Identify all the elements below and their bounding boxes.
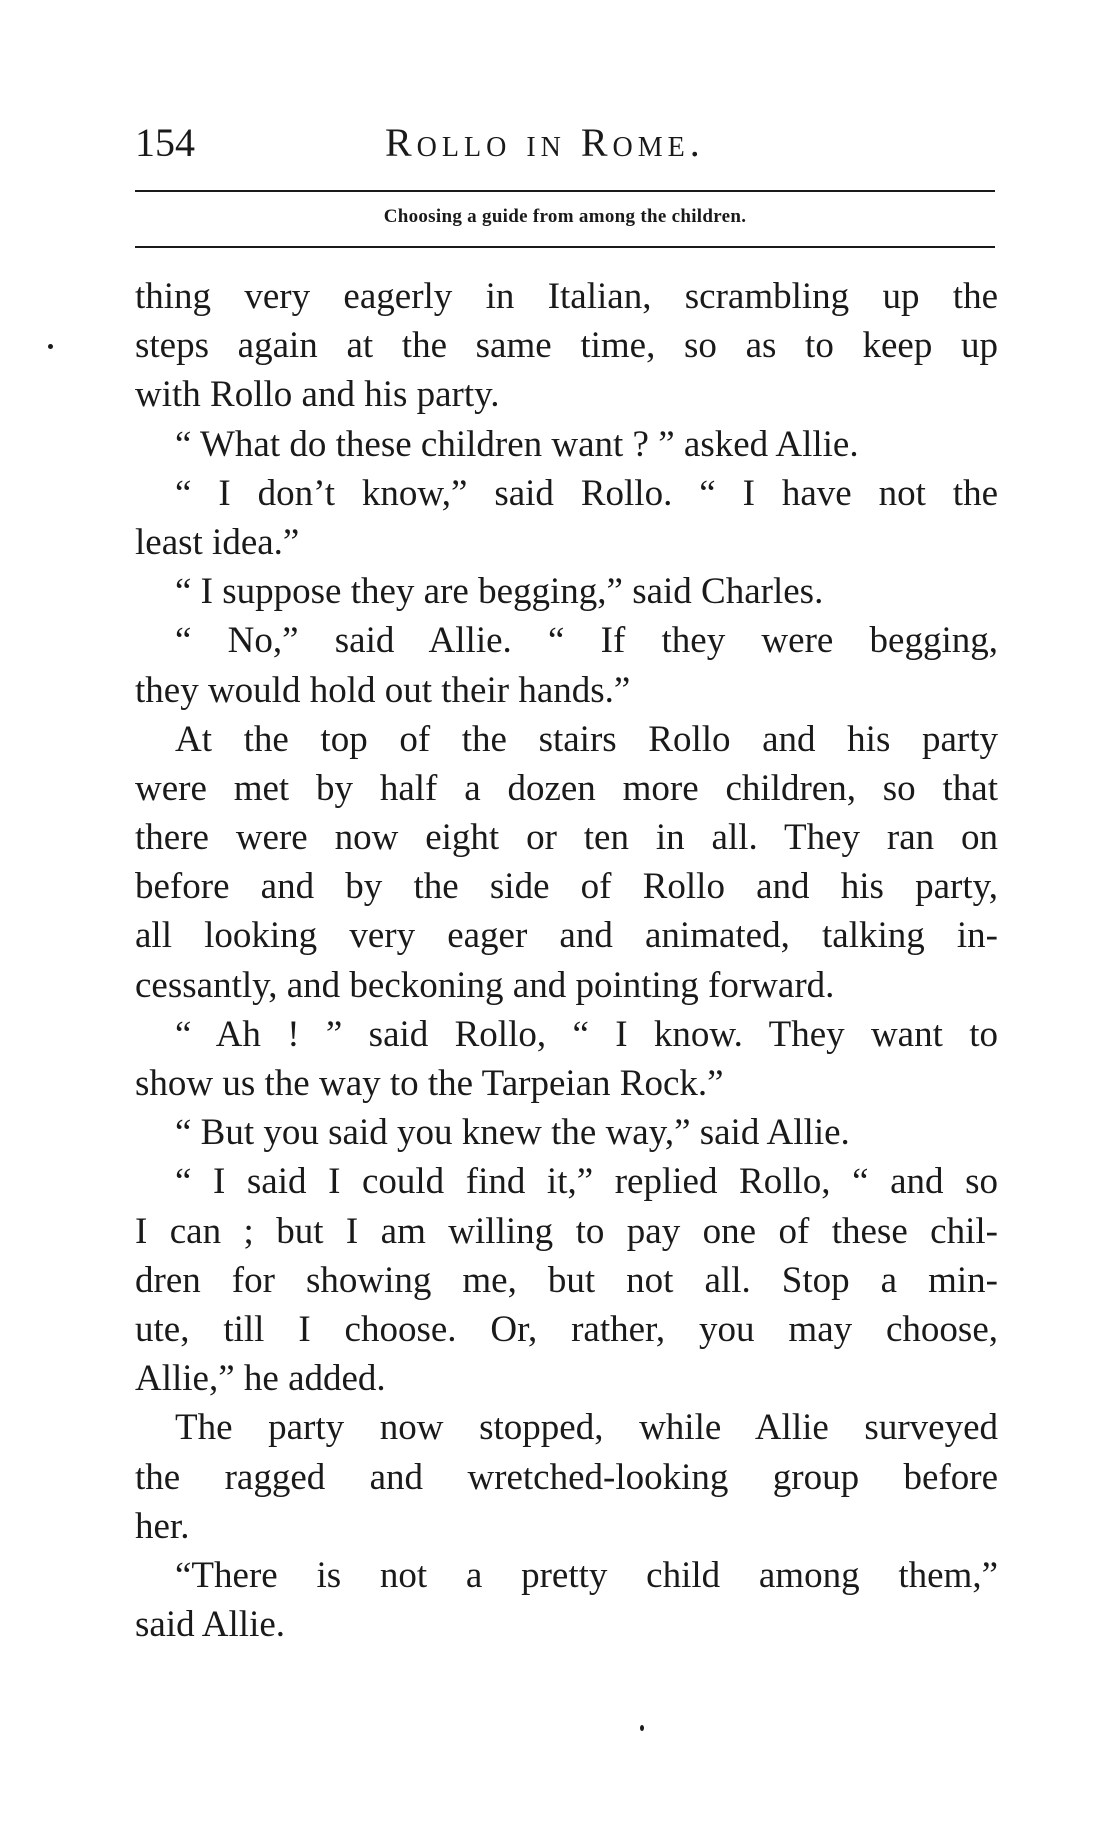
text-line: ute, till I choose. Or, rather, you may choose,: [135, 1308, 998, 1350]
text-line: “ What do these children want ? ” asked Allie.: [175, 423, 859, 465]
text-line: least idea.”: [135, 521, 300, 563]
text-line: all looking very eager and animated, talking in-: [135, 915, 998, 957]
text-line: “There is not a pretty child among them,”: [175, 1554, 998, 1596]
text-line: “ I suppose they are begging,” said Charles.: [175, 571, 824, 613]
text-line: I can ; but I am willing to pay one of these chil-: [135, 1210, 998, 1252]
text-line: dren for showing me, but not all. Stop a min-: [135, 1259, 998, 1301]
text-line: Allie,” he added.: [135, 1358, 386, 1400]
text-line: “ I don’t know,” said Rollo. “ I have not the: [175, 472, 998, 514]
text-line: thing very eagerly in Italian, scrambling up the: [135, 276, 998, 317]
book-title: Rollo in Rome.: [385, 120, 705, 165]
text-line: there were now eight or ten in all. They ran on: [135, 817, 998, 859]
chapter-subheading: Choosing a guide from among the children.: [383, 206, 747, 227]
text-line: cessantly, and beckoning and pointing forward.: [135, 964, 835, 1006]
page-number: 154: [135, 120, 195, 165]
text-line: “ I said I could find it,” replied Rollo, “ and so: [175, 1161, 998, 1203]
text-line: were met by half a dozen more children, so that: [135, 767, 998, 809]
header-rule-bottom: [135, 246, 995, 248]
running-head: [135, 118, 995, 178]
header-rule-top: [135, 190, 995, 192]
body-text: [135, 272, 998, 1649]
text-line: At the top of the stairs Rollo and his party: [175, 718, 998, 760]
text-line: The party now stopped, while Allie surveyed: [175, 1407, 998, 1449]
text-line: her.: [135, 1505, 190, 1547]
text-line: “ Ah ! ” said Rollo, “ I know. They want to: [175, 1013, 998, 1055]
ink-speck: [640, 1725, 644, 1731]
ink-speck: [48, 344, 53, 349]
text-line: the ragged and wretched-looking group before: [135, 1456, 998, 1498]
text-line: steps again at the same time, so as to keep up: [135, 325, 998, 367]
text-line: “ But you said you knew the way,” said Allie.: [175, 1112, 850, 1154]
text-line: with Rollo and his party.: [135, 374, 500, 416]
text-line: before and by the side of Rollo and his party,: [135, 866, 998, 908]
text-line: said Allie.: [135, 1604, 286, 1646]
text-line: they would hold out their hands.”: [135, 669, 631, 711]
text-line: “ No,” said Allie. “ If they were begging,: [175, 620, 998, 662]
text-line: show us the way to the Tarpeian Rock.”: [135, 1063, 724, 1104]
